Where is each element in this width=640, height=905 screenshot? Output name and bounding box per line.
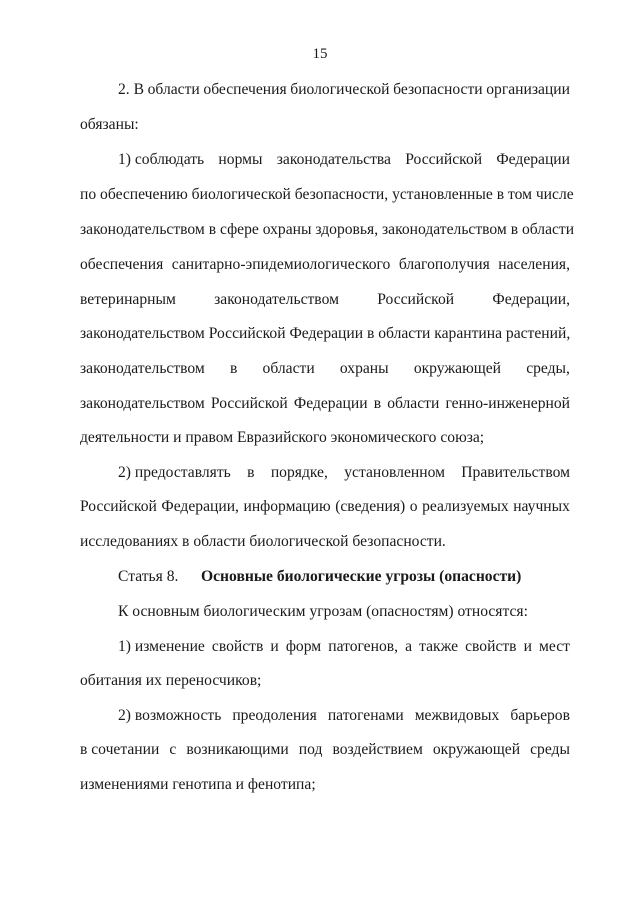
word: порядке, bbox=[270, 464, 328, 481]
word: Российской bbox=[377, 291, 455, 308]
word: законодательством bbox=[80, 360, 205, 377]
word: среды, bbox=[526, 360, 570, 377]
word: а bbox=[405, 638, 412, 655]
document-line bbox=[80, 740, 570, 760]
word: свойств bbox=[211, 638, 264, 655]
document-line bbox=[118, 80, 570, 100]
word: генно-инженерной bbox=[445, 395, 570, 412]
word: среды bbox=[530, 741, 570, 758]
word: Российской bbox=[405, 151, 483, 168]
word: организации bbox=[486, 81, 570, 98]
word: 2) предоставлять bbox=[118, 464, 231, 481]
word: информацию bbox=[243, 498, 331, 515]
word: Российской bbox=[80, 498, 157, 515]
word: о bbox=[409, 498, 418, 515]
word: законодательства bbox=[276, 151, 391, 168]
document-line bbox=[80, 185, 574, 205]
word: 1) изменение bbox=[118, 638, 205, 655]
word: Федерации, bbox=[161, 498, 239, 515]
article-title: Основные биологические угрозы (опасности) bbox=[201, 568, 522, 585]
word: и bbox=[270, 638, 279, 655]
word: охраны bbox=[339, 360, 389, 377]
word: (сведения) bbox=[335, 498, 406, 515]
word: преодоления bbox=[232, 707, 317, 724]
word: с bbox=[169, 741, 177, 758]
word: благополучия bbox=[398, 256, 490, 273]
word: законодательством bbox=[80, 395, 205, 412]
word: в bbox=[373, 395, 382, 412]
word: Российской bbox=[210, 395, 288, 412]
word: нормы bbox=[218, 151, 263, 168]
word: Федерации, bbox=[492, 291, 570, 308]
word: Федерации bbox=[293, 395, 368, 412]
document-line bbox=[80, 290, 570, 310]
word: патогенов, bbox=[328, 638, 399, 655]
word: обеспечения bbox=[203, 81, 287, 98]
word: в bbox=[247, 464, 255, 481]
word: области bbox=[147, 81, 200, 98]
word: безопасности bbox=[393, 81, 483, 98]
word: санитарно-эпидемиологического bbox=[171, 256, 391, 273]
word: возникающими bbox=[186, 741, 289, 758]
document-line bbox=[80, 497, 570, 517]
word: патогенами bbox=[327, 707, 404, 724]
word: окружающей bbox=[413, 360, 501, 377]
document-line bbox=[80, 359, 570, 379]
word: Федерации bbox=[496, 151, 570, 168]
word: в bbox=[229, 360, 238, 377]
word: исследованиях в области биологической безопасности. bbox=[80, 533, 446, 550]
word: научных bbox=[513, 498, 570, 515]
document-line bbox=[80, 428, 570, 448]
page-number: 15 bbox=[312, 46, 328, 62]
document-line bbox=[80, 115, 570, 135]
document-line bbox=[118, 637, 570, 657]
word: законодательством Российской Федерации в области карантина растений, bbox=[80, 325, 571, 342]
article-number: Статья 8. bbox=[118, 568, 179, 585]
word: в сочетании bbox=[80, 741, 160, 758]
word: деятельности и правом Евразийского экономического союза; bbox=[80, 429, 485, 446]
document-line bbox=[80, 775, 570, 795]
word: населения, bbox=[498, 256, 570, 273]
word: межвидовых bbox=[414, 707, 500, 724]
word: Правительством bbox=[461, 464, 570, 481]
word: по обеспечению биологической безопасности, установленные в том числе bbox=[80, 186, 574, 203]
document-line bbox=[80, 324, 570, 344]
document-line bbox=[118, 602, 570, 622]
word: реализуемых bbox=[422, 498, 509, 515]
word: обеспечения bbox=[80, 256, 164, 273]
document-line bbox=[80, 671, 570, 691]
word: мест bbox=[539, 638, 570, 655]
word: биологической bbox=[290, 81, 390, 98]
word: также bbox=[419, 638, 459, 655]
word: воздействием bbox=[332, 741, 423, 758]
document-line bbox=[80, 394, 570, 414]
word: 2. В bbox=[118, 81, 144, 98]
word: окружающей bbox=[432, 741, 521, 758]
word: обязаны: bbox=[80, 116, 139, 133]
document-line bbox=[118, 706, 570, 726]
word: области bbox=[262, 360, 315, 377]
word: под bbox=[298, 741, 323, 758]
document-line bbox=[80, 532, 570, 552]
word: области bbox=[387, 395, 440, 412]
word: 2) возможность bbox=[118, 707, 222, 724]
word: барьеров bbox=[510, 707, 570, 724]
word: ветеринарным bbox=[80, 291, 176, 308]
document-line bbox=[80, 255, 570, 275]
word: и bbox=[523, 638, 532, 655]
word: законодательством в сфере охраны здоровья, законодательством в области bbox=[80, 221, 575, 238]
word: форм bbox=[285, 638, 322, 655]
word: К основным биологическим угрозам (опасностям) относятся: bbox=[118, 603, 528, 620]
word: обитания их переносчиков; bbox=[80, 672, 262, 689]
document-line bbox=[118, 463, 570, 483]
word: установленном bbox=[344, 464, 445, 481]
document-line bbox=[80, 220, 575, 240]
word: законодательством bbox=[214, 291, 339, 308]
word: свойств bbox=[465, 638, 517, 655]
word: изменениями генотипа и фенотипа; bbox=[80, 776, 316, 793]
word: 1) соблюдать bbox=[118, 151, 205, 168]
document-line bbox=[118, 150, 570, 170]
